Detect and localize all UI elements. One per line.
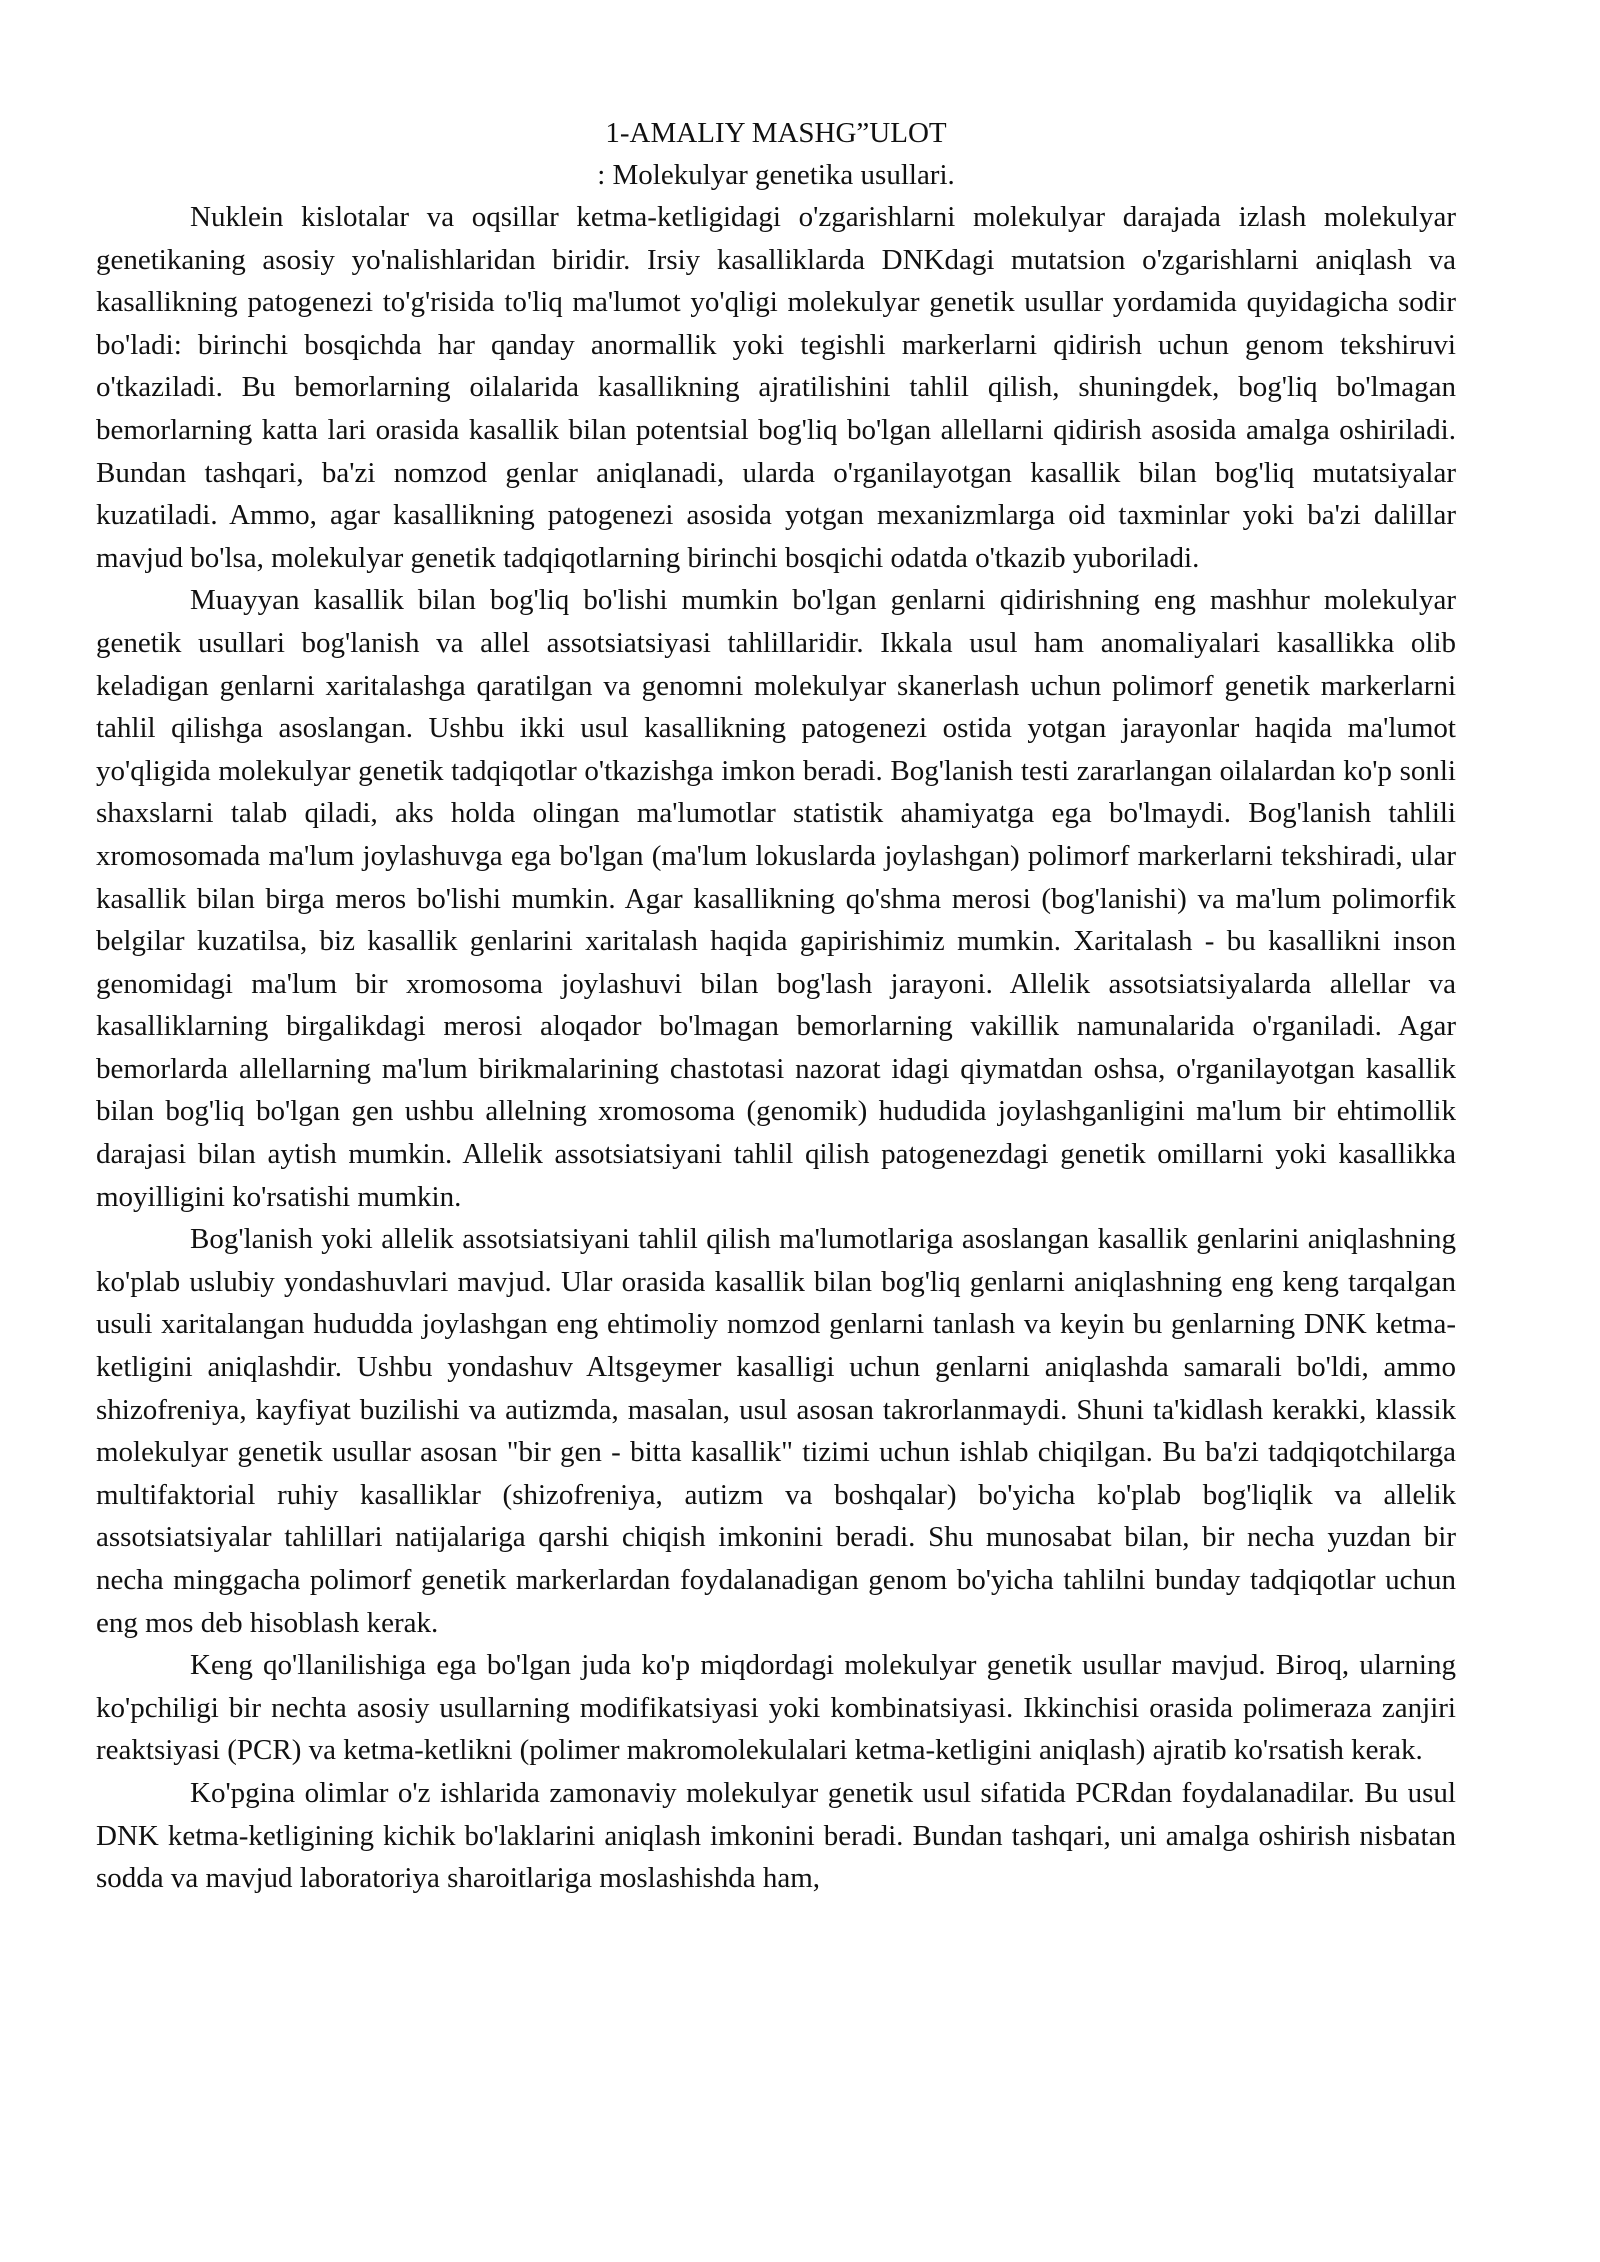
paragraph-5: Ko'pgina olimlar o'z ishlarida zamonaviy molekulyar genetik usul sifatida PCRdan foydalanadilar. Bu usul DNK ketma-ketligining kichik bo'laklarini aniqlash imkonini beradi. Bundan tashqari, uni amalga oshirish nisbatan sodda va mavjud laboratoriya sharoitlariga moslashishda ham,: [96, 1776, 1456, 1895]
paragraph-1: Nuklein kislotalar va oqsillar ketma-ketligidagi o'zgarishlarni molekulyar darajada izlash molekulyar genetikaning asosiy yo'nalishlaridan biridir. Irsiy kasalliklarda DNKdagi mutatsion o'zgarishlarni aniqlash va kasallikning patogenezi to'g'risida to'liq ma'lumot yo'qligi molekulyar genetik usullar yordamida quyidagicha sodir bo'ladi: birinchi bosqichda har qanday anormallik yoki tegishli markerlarni qidirish uchun genom tekshiruvi o'tkaziladi. Bu bemorlarning oilalarida kasallikning ajratilishini tahlil qilish, shuningdek, bog'liq bo'lmagan bemorlarning katta lari orasida kasallik bilan potentsial bog'liq bo'lgan allellarni qidirish asosida amalga oshiriladi. Bundan tashqari, ba'zi nomzod genlar aniqlanadi, ularda o'rganilayotgan kasallik bilan bog'liq mutatsiyalar kuzatiladi. Ammo, agar kasallikning patogenezi asosida yotgan mexanizmlarga oid taxminlar yoki ba'zi dalillar mavjud bo'lsa, molekulyar genetik tadqiqotlarning birinchi bosqichi odatda o'tkazib yuboriladi.: [96, 201, 1456, 574]
document-subtitle: : Molekulyar genetika usullari.: [597, 159, 955, 191]
paragraph-4: Keng qo'llanilishiga ega bo'lgan juda ko'p miqdordagi molekulyar genetik usullar mavjud. Biroq, ularning ko'pchiligi bir nechta asosiy usullarning modifikatsiyasi yoki kombinatsiyasi. Ikkinchisi orasida polimeraza zanjiri reaktsiyasi (PCR) va ketma-ketlikni (polimer makromolekulalari ketma-ketligini aniqlash) ajratib ko'rsatish kerak.: [96, 1649, 1456, 1767]
page-content: [96, 112, 1456, 1900]
paragraph-2: Muayyan kasallik bilan bog'liq bo'lishi mumkin bo'lgan genlarni qidirishning eng mashhur molekulyar genetik usullari bog'lanish va allel assotsiatsiyasi tahlillaridir. Ikkala usul ham anomaliyalari kasallikka olib keladigan genlarni xaritalashga qaratilgan va genomni molekulyar skanerlash uchun polimorf genetik markerlarni tahlil qilishga asoslangan. Ushbu ikki usul kasallikning patogenezi ostida yotgan jarayonlar haqida ma'lumot yo'qligida molekulyar genetik tadqiqotlar o'tkazishga imkon beradi. Bog'lanish testi zararlangan oilalardan ko'p sonli shaxslarni talab qiladi, aks holda olingan ma'lumotlar statistik ahamiyatga ega bo'lmaydi. Bog'lanish tahlili xromosomada ma'lum joylashuvga ega bo'lgan (ma'lum lokuslarda joylashgan) polimorf markerlarni tekshiradi, ular kasallik bilan birga meros bo'lishi mumkin. Agar kasallikning qo'shma merosi (bog'lanishi) va ma'lum polimorfik belgilar kuzatilsa, biz kasallik genlarini xaritalash haqida gapirishimiz mumkin. Xaritalash - bu kasallikni inson genomidagi ma'lum bir xromosoma joylashuvi bilan bog'lash jarayoni. Allelik assotsiatsiyalarda allellar va kasalliklarning birgalikdagi merosi aloqador bo'lmagan bemorlarning vakillik namunalarida o'rganiladi. Agar bemorlarda allellarning ma'lum birikmalarining chastotasi nazorat idagi qiymatdan oshsa, o'rganilayotgan kasallik bilan bog'liq bo'lgan gen ushbu allelning xromosoma (genomik) hududida joylashganligini ma'lum bir ehtimollik darajasi bilan aytish mumkin. Allelik assotsiatsiyani tahlil qilish patogenezdagi genetik omillarni yoki kasallikka moyilligini ko'rsatishi mumkin.: [96, 584, 1456, 1213]
paragraph-3: Bog'lanish yoki allelik assotsiatsiyani tahlil qilish ma'lumotlariga asoslangan kasallik genlarini aniqlashning ko'plab uslubiy yondashuvlari mavjud. Ular orasida kasallik bilan bog'liq genlarni aniqlashning eng keng tarqalgan usuli xaritalangan hududda joylashgan eng ehtimoliy nomzod genlarni tanlash va keyin bu genlarning DNK ketma-ketligini aniqlashdir. Ushbu yondashuv Altsgeymer kasalligi uchun genlarni aniqlashda samarali bo'ldi, ammo shizofreniya, kayfiyat buzilishi va autizmda, masalan, usul asosan takrorlanmaydi. Shuni ta'kidlash kerakki, klassik molekulyar genetik usullar asosan "bir gen - bitta kasallik" tizimi uchun ishlab chiqilgan. Bu ba'zi tadqiqotchilarga multifaktorial ruhiy kasalliklar (shizofreniya, autizm va boshqalar) bo'yicha ko'plab bog'liqlik va allelik assotsiatsiyalar tahlillari natijalariga qarshi chiqish imkonini beradi. Shu munosabat bilan, bir necha yuzdan bir necha minggacha polimorf genetik markerlardan foydalanadigan genom bo'yicha tahlilni bunday tadqiqotlar uchun eng mos deb hisoblash kerak.: [96, 1223, 1456, 1639]
document-title: 1-AMALIY MASHG”ULOT: [605, 117, 947, 149]
